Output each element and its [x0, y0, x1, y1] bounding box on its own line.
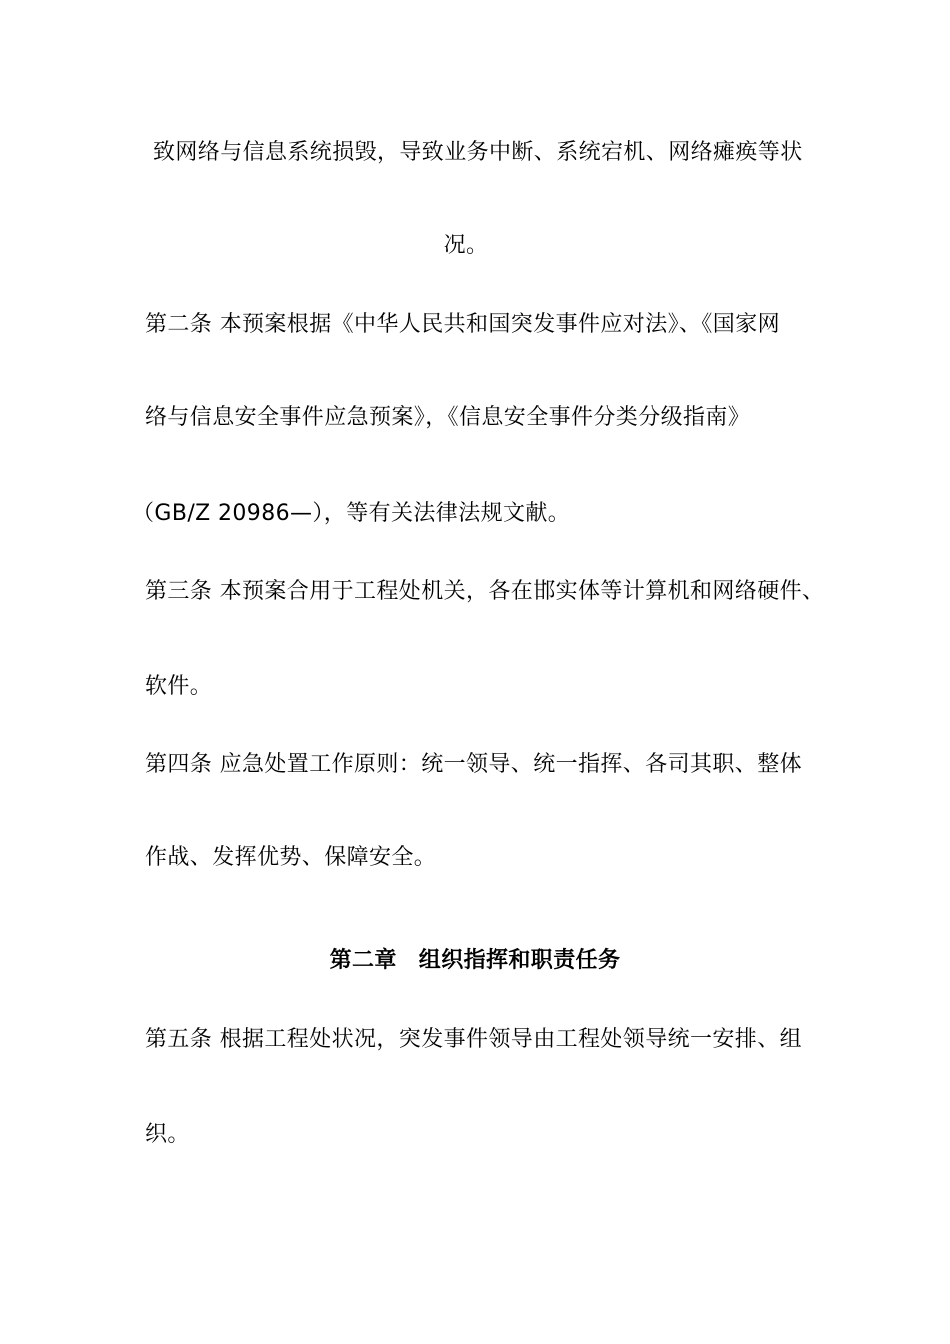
article-5-line: 织。	[145, 1122, 190, 1147]
article-2-line: （GB/Z 20986—），等有关法律法规文献。	[132, 501, 571, 526]
chapter-number: 第二章	[329, 948, 397, 973]
article-5-line: 第五条 根据工程处状况，突发事件领导由工程处领导统一安排、组	[145, 1027, 802, 1052]
article-4-line: 第四条 应急处置工作原则：统一领导、统一指挥、各司其职、整体	[145, 752, 802, 777]
article-3-line: 软件。	[145, 674, 213, 699]
paragraph-line: 致网络与信息系统损毁，导致业务中断、系统宕机、网络瘫痪等状	[153, 140, 803, 165]
chapter-title: 组织指挥和职责任务	[418, 948, 621, 973]
article-3-line: 第三条 本预案合用于工程处机关，各在邯实体等计算机和网络硬件、	[145, 579, 825, 604]
article-4-line: 作战、发挥优势、保障安全。	[145, 845, 437, 870]
article-2-line: 第二条 本预案根据《中华人民共和国突发事件应对法》、《国家网	[145, 312, 780, 337]
article-2-line: 络与信息安全事件应急预案》，《信息安全事件分类分级指南》	[145, 405, 751, 430]
chapter-heading	[0, 946, 950, 976]
paragraph-line: 况。	[443, 233, 489, 258]
